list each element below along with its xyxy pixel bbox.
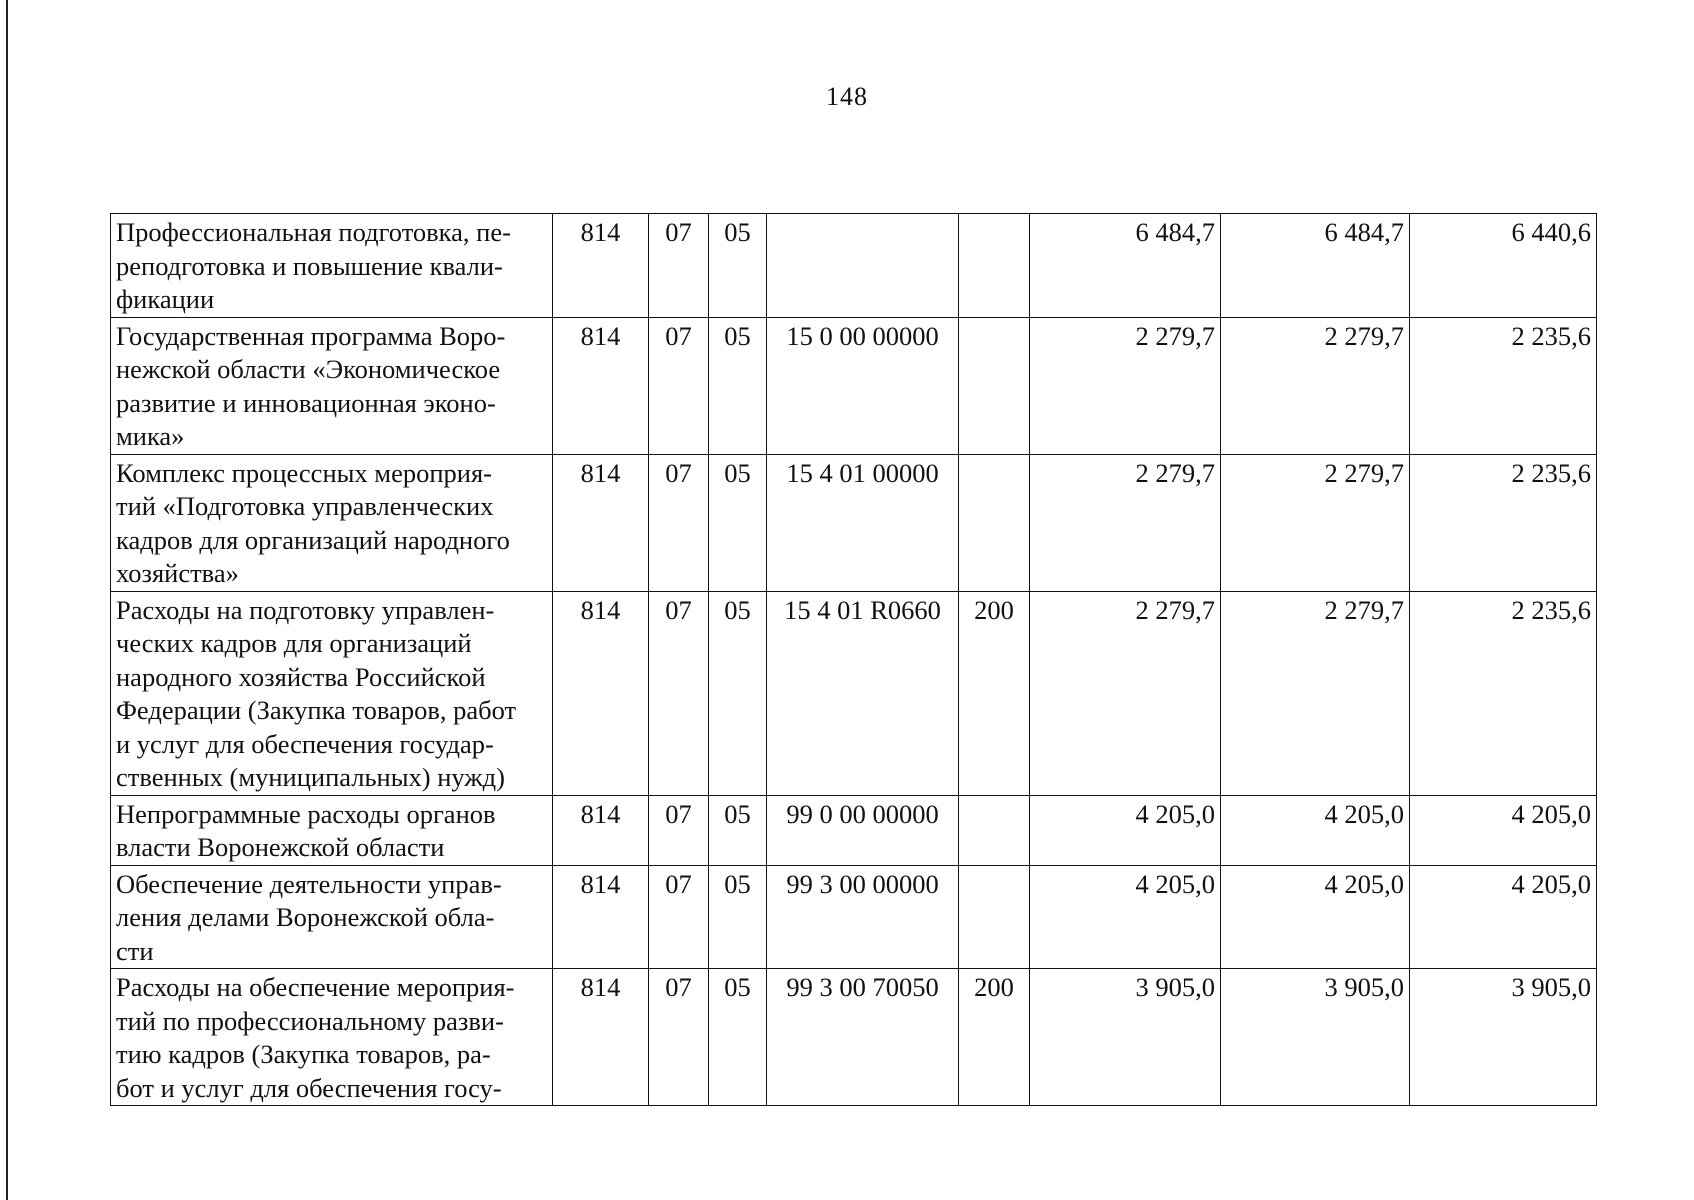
scan-left-edge-line xyxy=(6,0,8,1200)
row-grbs-code: 814 xyxy=(553,795,649,865)
row-section-code: 07 xyxy=(649,214,709,318)
table-row xyxy=(111,214,1597,318)
row-name: Государственная программа Воро- нежской области «Экономическое развитие и инновационная эконо- мика» xyxy=(111,317,553,454)
table-row xyxy=(111,865,1597,969)
row-amount-year-3: 4 205,0 xyxy=(1410,865,1597,969)
row-amount-year-1: 2 279,7 xyxy=(1030,454,1221,591)
row-subsection-code: 05 xyxy=(709,795,767,865)
budget-table xyxy=(110,213,1597,1106)
row-section-code: 07 xyxy=(649,795,709,865)
row-grbs-code: 814 xyxy=(553,865,649,969)
row-target-article-code: 99 3 00 00000 xyxy=(767,865,959,969)
row-amount-year-1: 4 205,0 xyxy=(1030,795,1221,865)
row-expense-type-code xyxy=(959,214,1030,318)
row-amount-year-3: 2 235,6 xyxy=(1410,591,1597,795)
row-subsection-code: 05 xyxy=(709,214,767,318)
row-subsection-code: 05 xyxy=(709,591,767,795)
row-subsection-code: 05 xyxy=(709,969,767,1106)
row-subsection-code: 05 xyxy=(709,865,767,969)
row-grbs-code: 814 xyxy=(553,591,649,795)
row-amount-year-2: 4 205,0 xyxy=(1221,865,1410,969)
row-section-code: 07 xyxy=(649,969,709,1106)
row-amount-year-1: 2 279,7 xyxy=(1030,317,1221,454)
row-expense-type-code xyxy=(959,865,1030,969)
row-amount-year-1: 2 279,7 xyxy=(1030,591,1221,795)
row-amount-year-3: 2 235,6 xyxy=(1410,454,1597,591)
row-name: Непрограммные расходы органов власти Воронежской области xyxy=(111,795,553,865)
row-grbs-code: 814 xyxy=(553,317,649,454)
row-subsection-code: 05 xyxy=(709,317,767,454)
row-expense-type-code xyxy=(959,795,1030,865)
row-amount-year-2: 2 279,7 xyxy=(1221,454,1410,591)
row-amount-year-2: 4 205,0 xyxy=(1221,795,1410,865)
row-target-article-code xyxy=(767,214,959,318)
row-expense-type-code xyxy=(959,317,1030,454)
row-name: Расходы на подготовку управлен- ческих кадров для организаций народного хозяйства Российской Федерации (Закупка товаров, работ и услуг для обеспечения государ- ственных (муниципальных) нужд) xyxy=(111,591,553,795)
row-name: Расходы на обеспечение мероприя- тий по профессиональному разви- тию кадров (Закупка товаров, ра- бот и услуг для обеспечения госу- xyxy=(111,969,553,1106)
row-grbs-code: 814 xyxy=(553,454,649,591)
row-section-code: 07 xyxy=(649,454,709,591)
row-target-article-code: 99 0 00 00000 xyxy=(767,795,959,865)
row-amount-year-3: 4 205,0 xyxy=(1410,795,1597,865)
table-row xyxy=(111,454,1597,591)
budget-table-body xyxy=(111,214,1597,1106)
row-amount-year-3: 2 235,6 xyxy=(1410,317,1597,454)
row-section-code: 07 xyxy=(649,591,709,795)
row-expense-type-code xyxy=(959,454,1030,591)
table-row xyxy=(111,969,1597,1106)
row-target-article-code: 15 4 01 R0660 xyxy=(767,591,959,795)
table-row xyxy=(111,795,1597,865)
row-name: Профессиональная подготовка, пе- реподготовка и повышение квали- фикации xyxy=(111,214,553,318)
row-target-article-code: 15 4 01 00000 xyxy=(767,454,959,591)
row-amount-year-2: 6 484,7 xyxy=(1221,214,1410,318)
row-amount-year-2: 3 905,0 xyxy=(1221,969,1410,1106)
row-name: Обеспечение деятельности управ- ления делами Воронежской обла- сти xyxy=(111,865,553,969)
table-row xyxy=(111,317,1597,454)
table-row xyxy=(111,591,1597,795)
row-target-article-code: 15 0 00 00000 xyxy=(767,317,959,454)
row-name: Комплекс процессных мероприя- тий «Подготовка управленческих кадров для организаций народного хозяйства» xyxy=(111,454,553,591)
row-amount-year-1: 4 205,0 xyxy=(1030,865,1221,969)
row-amount-year-3: 6 440,6 xyxy=(1410,214,1597,318)
row-section-code: 07 xyxy=(649,865,709,969)
page-number: 148 xyxy=(826,82,868,111)
row-amount-year-1: 3 905,0 xyxy=(1030,969,1221,1106)
row-target-article-code: 99 3 00 70050 xyxy=(767,969,959,1106)
row-amount-year-1: 6 484,7 xyxy=(1030,214,1221,318)
row-subsection-code: 05 xyxy=(709,454,767,591)
row-expense-type-code: 200 xyxy=(959,969,1030,1106)
row-grbs-code: 814 xyxy=(553,969,649,1106)
row-amount-year-2: 2 279,7 xyxy=(1221,591,1410,795)
row-amount-year-2: 2 279,7 xyxy=(1221,317,1410,454)
row-expense-type-code: 200 xyxy=(959,591,1030,795)
row-grbs-code: 814 xyxy=(553,214,649,318)
row-amount-year-3: 3 905,0 xyxy=(1410,969,1597,1106)
row-section-code: 07 xyxy=(649,317,709,454)
